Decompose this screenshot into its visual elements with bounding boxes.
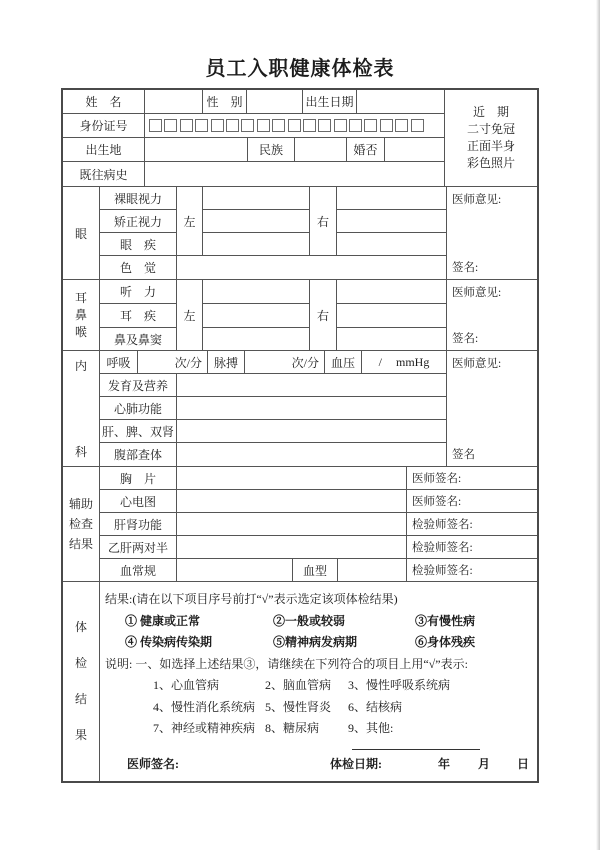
eye-right-value-cell[interactable] (337, 233, 447, 256)
id-digit-checkbox[interactable] (411, 119, 424, 132)
blood-type-value-cell[interactable] (338, 559, 407, 582)
result-items-row-1 (100, 676, 537, 693)
result-char: 体 (74, 620, 87, 634)
scan-edge-shadow (596, 0, 600, 850)
aux-row-label: 血常规 (100, 559, 177, 582)
option-healthy[interactable]: ① 健康或正常 (125, 613, 201, 628)
aux-label-line: 结果 (68, 536, 93, 551)
blood-pressure-label: 血压 (325, 351, 362, 374)
eye-row-label: 裸眼视力 (100, 187, 177, 210)
ent-left-value-cell[interactable] (203, 280, 310, 304)
aux-row-label: 乙肝两对半 (100, 536, 177, 559)
basic-info-grid (63, 90, 445, 187)
result-body (100, 582, 537, 781)
photo-line-3: 正面半身 (466, 139, 515, 153)
blood-routine-value-cell[interactable] (177, 559, 293, 582)
aux-sig-cell[interactable]: 医师签名: (407, 467, 537, 490)
bp-slash: / (378, 354, 382, 369)
ent-right-label: 右 (310, 280, 337, 351)
section-ent (63, 280, 537, 351)
internal-row-label: 心肺功能 (100, 397, 177, 420)
ent-left-label: 左 (177, 280, 203, 351)
bp-unit: mmHg (396, 354, 430, 369)
section-internal (63, 351, 537, 467)
photo-line-1: 近 期 (472, 105, 509, 119)
aux-sig-cell[interactable]: 检验师签名: (407, 513, 537, 536)
gender-label: 性 别 (203, 90, 247, 114)
eye-left-value-cell[interactable] (203, 187, 310, 210)
ecg-value-cell[interactable] (177, 490, 407, 513)
option-chronic[interactable]: ③有慢性病 (415, 613, 476, 628)
id-number-label: 身份证号 (63, 114, 145, 138)
id-digit-checkbox[interactable] (195, 119, 208, 132)
eye-section-label: 眼 (63, 187, 100, 280)
birthplace-label: 出生地 (63, 138, 145, 162)
ent-left-value-cell[interactable] (203, 304, 310, 328)
item-neuro[interactable]: 7、神经或精神疾病 (153, 721, 256, 736)
ent-char: 喉 (74, 325, 87, 339)
section-aux (63, 467, 537, 582)
item-digestive[interactable]: 4、慢性消化系统病 (153, 699, 256, 714)
eye-row-label: 色 觉 (100, 256, 177, 280)
row-medical-history (63, 162, 445, 187)
option-weak[interactable]: ②一般或较弱 (273, 613, 346, 628)
month-label: 月 (478, 756, 491, 771)
other-fill-line[interactable] (352, 736, 480, 750)
aux-sig-cell[interactable]: 检验师签名: (407, 559, 537, 582)
id-digit-checkbox[interactable] (164, 119, 177, 132)
page-title: 员工入职健康体检表 (205, 58, 395, 80)
eye-doctor-cell[interactable] (447, 187, 537, 280)
aux-sig-cell[interactable]: 检验师签名: (407, 536, 537, 559)
pulse-value-cell[interactable]: 次/分 (245, 351, 325, 374)
aux-sig-cell[interactable]: 医师签名: (407, 490, 537, 513)
aux-section-label (63, 467, 100, 582)
birth-date-input-cell[interactable] (357, 90, 445, 114)
row-id-number (63, 114, 445, 138)
id-digit-checkbox[interactable] (241, 119, 254, 132)
internal-value-cell[interactable] (177, 420, 447, 443)
chest-xray-value-cell[interactable] (177, 467, 407, 490)
item-cerebro[interactable]: 2、脑血管病 (265, 678, 332, 693)
eye-right-value-cell[interactable] (337, 210, 447, 233)
internal-row-label: 发育及营养 (100, 374, 177, 397)
result-intro: 结果:(请在以下项目序号前打“√”表示选定该项体检结果) (105, 592, 398, 606)
hbv-value-cell[interactable] (177, 536, 407, 559)
eye-sign-label: 签名: (452, 262, 479, 274)
option-infectious[interactable]: ④ 传染病传染期 (125, 635, 213, 650)
ent-doctor-cell[interactable] (447, 280, 537, 351)
eye-row-label: 眼 疾 (100, 233, 177, 256)
id-digit-checkbox[interactable] (226, 119, 239, 132)
internal-row-label: 肝、脾、双肾 (100, 420, 177, 443)
section-basic-info (63, 90, 537, 187)
result-char: 检 (74, 656, 87, 670)
aux-label-line: 检查 (68, 516, 93, 531)
internal-value-cell[interactable] (177, 374, 447, 397)
eye-right-label: 右 (310, 187, 337, 256)
internal-value-cell[interactable] (177, 443, 447, 467)
id-digit-checkbox[interactable] (272, 119, 285, 132)
ent-char: 耳 (74, 291, 87, 305)
name-input-cell[interactable] (145, 90, 203, 114)
result-options-row-2 (100, 633, 537, 650)
eye-left-value-cell[interactable] (203, 210, 310, 233)
birth-date-label: 出生日期 (303, 90, 357, 114)
internal-char: 内 (74, 359, 87, 373)
result-items-row-3 (100, 719, 537, 750)
birthplace-input-cell[interactable] (145, 138, 248, 162)
item-other-label[interactable]: 9、其他: (348, 721, 394, 736)
ent-grid (100, 280, 447, 351)
aux-row-label: 肝肾功能 (100, 513, 177, 536)
result-items-row-2 (100, 698, 537, 715)
aux-row-label: 心电图 (100, 490, 177, 513)
eye-grid (100, 187, 447, 280)
result-note: 说明: 一、如选择上述结果③，请继续在下列符合的项目上用“√”表示: (105, 656, 468, 671)
blood-type-label: 血型 (293, 559, 338, 582)
result-options-row-1 (100, 612, 537, 629)
year-label: 年 (438, 756, 451, 771)
id-digit-checkbox[interactable] (334, 119, 347, 132)
ent-right-value-cell[interactable] (337, 280, 447, 304)
section-eye (63, 187, 537, 280)
ent-right-value-cell[interactable] (337, 304, 447, 328)
internal-doctor-opinion-label: 医师意见: (452, 358, 502, 370)
eye-row-label: 矫正视力 (100, 210, 177, 233)
id-digit-checkbox[interactable] (288, 119, 301, 132)
aux-label-line: 辅助 (68, 496, 93, 511)
marital-label: 婚否 (347, 138, 385, 162)
id-checkbox-row (145, 114, 445, 138)
id-digit-checkbox[interactable] (149, 119, 162, 132)
day-label: 日 (517, 756, 530, 771)
ethnicity-label: 民族 (248, 138, 295, 162)
item-cardio[interactable]: 1、心血管病 (153, 678, 220, 693)
id-digit-checkbox[interactable] (380, 119, 393, 132)
internal-sign-label: 签名 (452, 449, 475, 461)
internal-row-label: 腹部查体 (100, 443, 177, 467)
id-digit-checkbox[interactable] (211, 119, 224, 132)
ent-section-label (63, 280, 100, 351)
ent-doctor-opinion-label: 医师意见: (452, 287, 502, 299)
id-digit-checkbox[interactable] (180, 119, 193, 132)
item-tb[interactable]: 6、结核病 (348, 699, 403, 714)
aux-grid (100, 467, 537, 582)
eye-doctor-opinion-label: 医师意见: (452, 194, 502, 206)
doctor-signature-label[interactable]: 医师签名: (127, 756, 179, 771)
ent-char: 鼻 (74, 308, 87, 322)
ent-sign-label: 签名: (452, 333, 479, 345)
name-label: 姓 名 (63, 90, 145, 114)
marital-input-cell[interactable] (385, 138, 445, 162)
ent-row-label: 听 力 (100, 280, 177, 304)
internal-grid (100, 351, 447, 467)
eye-right-value-cell[interactable] (337, 187, 447, 210)
gender-input-cell[interactable] (247, 90, 303, 114)
option-mental[interactable]: ⑤精神病发病期 (273, 635, 358, 650)
id-digit-checkbox[interactable] (395, 119, 408, 132)
id-digit-checkbox[interactable] (257, 119, 270, 132)
item-respiratory[interactable]: 3、慢性呼吸系统病 (348, 678, 451, 693)
internal-doctor-cell[interactable] (447, 351, 537, 467)
respiration-value-cell[interactable]: 次/分 (138, 351, 208, 374)
item-other (348, 719, 480, 750)
blood-pressure-value-cell[interactable] (362, 351, 447, 374)
liver-kidney-value-cell[interactable] (177, 513, 407, 536)
pulse-label: 脉搏 (208, 351, 245, 374)
row-name-gender-dob (63, 90, 445, 114)
result-char: 结 (74, 692, 87, 706)
ent-row-label: 鼻及鼻窦 (100, 328, 177, 351)
ent-left-value-cell[interactable] (203, 328, 310, 351)
eye-left-value-cell[interactable] (203, 233, 310, 256)
ent-right-value-cell[interactable] (337, 328, 447, 351)
row-birthplace-ethnicity-marital (63, 138, 445, 162)
color-vision-value-cell[interactable] (177, 256, 447, 280)
medical-history-label: 既往病史 (63, 162, 145, 187)
id-digit-checkbox[interactable] (364, 119, 377, 132)
id-digit-checkbox[interactable] (349, 119, 362, 132)
id-digit-checkbox[interactable] (318, 119, 331, 132)
aux-row-label: 胸 片 (100, 467, 177, 490)
eye-left-label: 左 (177, 187, 203, 256)
result-section-label (63, 582, 100, 781)
item-diabetes[interactable]: 8、糖尿病 (265, 721, 320, 736)
internal-char: 科 (74, 445, 87, 459)
respiration-label: 呼吸 (100, 351, 138, 374)
photo-line-4: 彩色照片 (466, 156, 515, 170)
result-char: 果 (74, 728, 87, 742)
ethnicity-input-cell[interactable] (295, 138, 347, 162)
item-nephritis[interactable]: 5、慢性肾炎 (265, 699, 332, 714)
form-table (61, 88, 539, 783)
ent-row-label: 耳 疾 (100, 304, 177, 328)
medical-history-input-cell[interactable] (145, 162, 445, 187)
id-digit-checkbox[interactable] (303, 119, 316, 132)
section-result (63, 582, 537, 781)
photo-line-2: 二寸免冠 (466, 122, 515, 136)
exam-date-label[interactable]: 体检日期: (330, 756, 382, 771)
internal-value-cell[interactable] (177, 397, 447, 420)
photo-box (445, 90, 537, 187)
internal-section-label (63, 351, 100, 467)
result-signature-row (100, 755, 537, 772)
option-disability[interactable]: ⑥身体残疾 (415, 635, 476, 650)
